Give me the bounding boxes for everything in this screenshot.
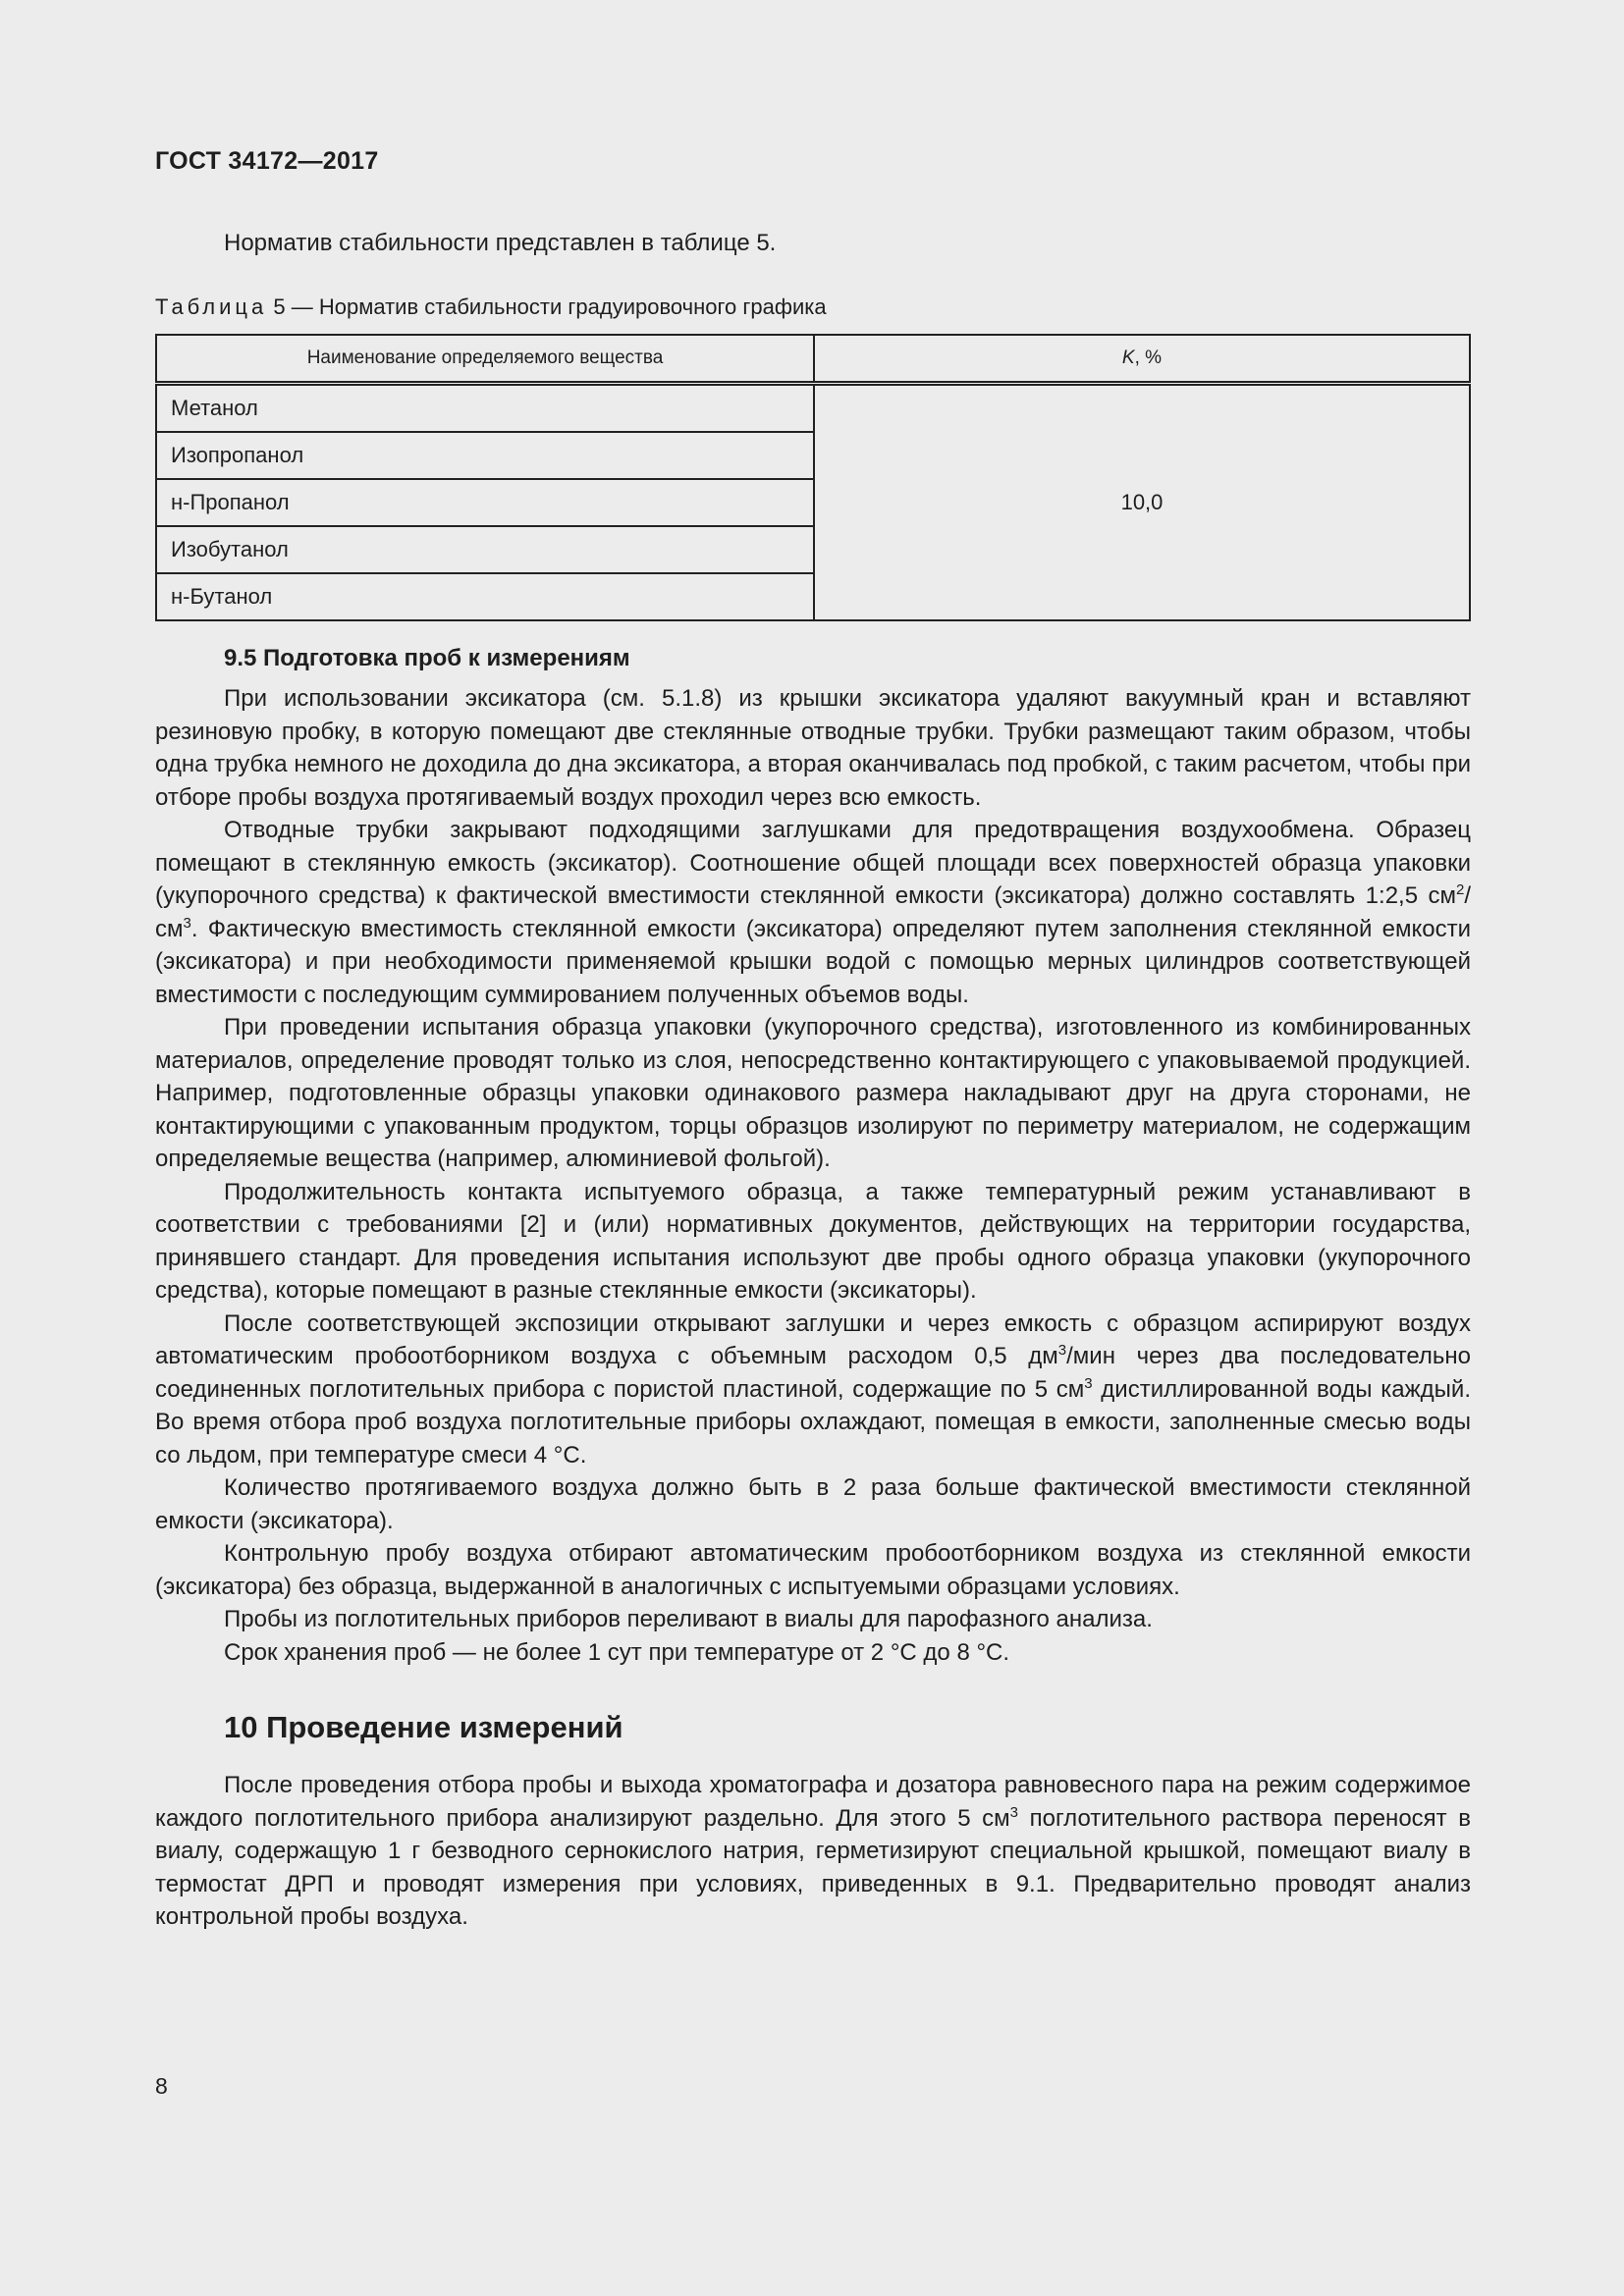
intro-paragraph: Норматив стабильности представлен в таблице 5.	[224, 230, 777, 256]
table-row-substance: н-Бутанол	[156, 573, 814, 620]
paragraph	[155, 1308, 1471, 1472]
table-row-substance: н-Пропанол	[156, 479, 814, 526]
superscript: 3	[1057, 1342, 1067, 1359]
paragraph: Срок хранения проб — не более 1 сут при температуре от 2 °C до 8 °C.	[224, 1638, 1010, 1666]
table-row-substance: Изобутанол	[156, 526, 814, 573]
text-run: Отводные трубки закрывают подходящими заглушками для предотвращения воздухообмена. Образец помещают в стеклянную емкость (эксикатор). Соотношение общей площади всех поверхностей образца упаковки (укупорочного средства) к фактической вместимости стеклянной емкости (эксикатора) должно составлять 1:2,5 см	[155, 817, 1471, 909]
header-k-percent	[814, 335, 1470, 384]
superscript: 3	[1009, 1803, 1019, 1821]
table-caption-label: Таблица	[155, 294, 268, 319]
k-symbol: K	[1121, 347, 1135, 368]
paragraph: Контрольную пробу воздуха отбирают автоматическим пробоотборником воздуха из стеклянной емкости (эксикатора) без образца, выдержанной в аналогичных с испытуемыми образцами условиях.	[155, 1540, 1471, 1600]
table-row-substance: Метанол	[156, 384, 814, 433]
section-10-title: 10 Проведение измерений	[224, 1710, 623, 1744]
text-run: После проведения отбора пробы и выхода хроматографа и дозатора равновесного пара на режим содержимое каждого поглотительного прибора анализируют раздельно. Для этого 5 см	[155, 1772, 1471, 1832]
text-run: /мин через два последовательно соединенных поглотительных прибора с пористой пластиной, содержащие по 5 см	[155, 1343, 1472, 1403]
table-row-substance: Изопропанол	[156, 432, 814, 479]
table-caption	[155, 293, 1471, 322]
paragraph	[155, 814, 1471, 1011]
document-page	[155, 147, 1471, 1934]
table-caption-text: 5 — Норматив стабильности градуировочного графика	[273, 294, 827, 319]
text-run: дистиллированной воды каждый. Во время отбора проб воздуха поглотительные приборы охлаждают, помещая в емкости, заполненные смесью воды со льдом, при температуре смеси 4 °C.	[155, 1375, 1472, 1468]
header-substance-name: Наименование определяемого вещества	[156, 335, 814, 384]
document-code-header: ГОСТ 34172—2017	[155, 147, 379, 175]
superscript: 3	[1084, 1374, 1093, 1392]
page-number: 8	[155, 2073, 168, 2099]
text-run: /см	[155, 882, 1471, 942]
paragraph: Пробы из поглотительных приборов переливают в виалы для парофазного анализа.	[224, 1606, 1153, 1632]
text-run: поглотительного раствора переносят в виалу, содержащую 1 г безводного сернокислого натрия, герметизируют специальной крышкой, помещают виалу в термостат ДРП и проводят измерения при условиях, приведенных в 9.1. Предварительно проводят анализ контрольной пробы воздуха.	[155, 1804, 1471, 1930]
paragraph: Количество протягиваемого воздуха должно быть в 2 раза больше фактической вместимости стеклянной емкости (эксикатора).	[155, 1474, 1471, 1534]
paragraph: При проведении испытания образца упаковки (укупорочного средства), изготовленного из комбинированных материалов, определение проводят только из слоя, непосредственно контактирующего с упаковываемой продукцией. Например, подготовленные образцы упаковки одинакового размера накладывают друг на друга сторонами, не контактирующими с упакованным продуктом, торцы образцов изолируют по периметру материалом, не содержащим определяемые вещества (например, алюминиевой фольгой).	[155, 1014, 1471, 1172]
superscript: 2	[1455, 881, 1465, 898]
paragraph: При использовании эксикатора (см. 5.1.8) из крышки эксикатора удаляют вакуумный кран и вставляют резиновую пробку, в которую помещают две стеклянные отводные трубки. Трубки размещают таким образом, чтобы одна трубка немного не доходила до дна эксикатора, а вторая оканчивалась под пробкой, с таким расчетом, чтобы при отборе пробы воздуха протягиваемый воздух проходил через всю емкость.	[155, 685, 1471, 811]
text-run: После соответствующей экспозиции открывают заглушки и через емкость с образцом аспирируют воздух автоматическим пробоотборником воздуха с объемным расходом 0,5 дм	[155, 1309, 1471, 1369]
k-unit: , %	[1134, 347, 1163, 368]
superscript: 3	[183, 914, 191, 932]
paragraph	[155, 1769, 1471, 1934]
stability-value: 10,0	[814, 384, 1470, 621]
section-9-5-title: 9.5 Подготовка проб к измерениям	[224, 645, 630, 671]
stability-table	[155, 334, 1471, 621]
text-run: . Фактическую вместимость стеклянной емкости (эксикатора) определяют путем заполнения стеклянной емкости (эксикатора) и при необходимости применяемой крышки водой с помощью мерных цилиндров соответствующей вместимости с последующим суммированием полученных объемов воды.	[155, 915, 1471, 1008]
paragraph: Продолжительность контакта испытуемого образца, а также температурный режим устанавливают в соответствии с требованиями [2] и (или) нормативных документов, действующих на территории государства, принявшего стандарт. Для проведения испытания используют две пробы одного образца упаковки (укупорочного средства), которые помещают в разные стеклянные емкости (эксикаторы).	[155, 1178, 1471, 1304]
